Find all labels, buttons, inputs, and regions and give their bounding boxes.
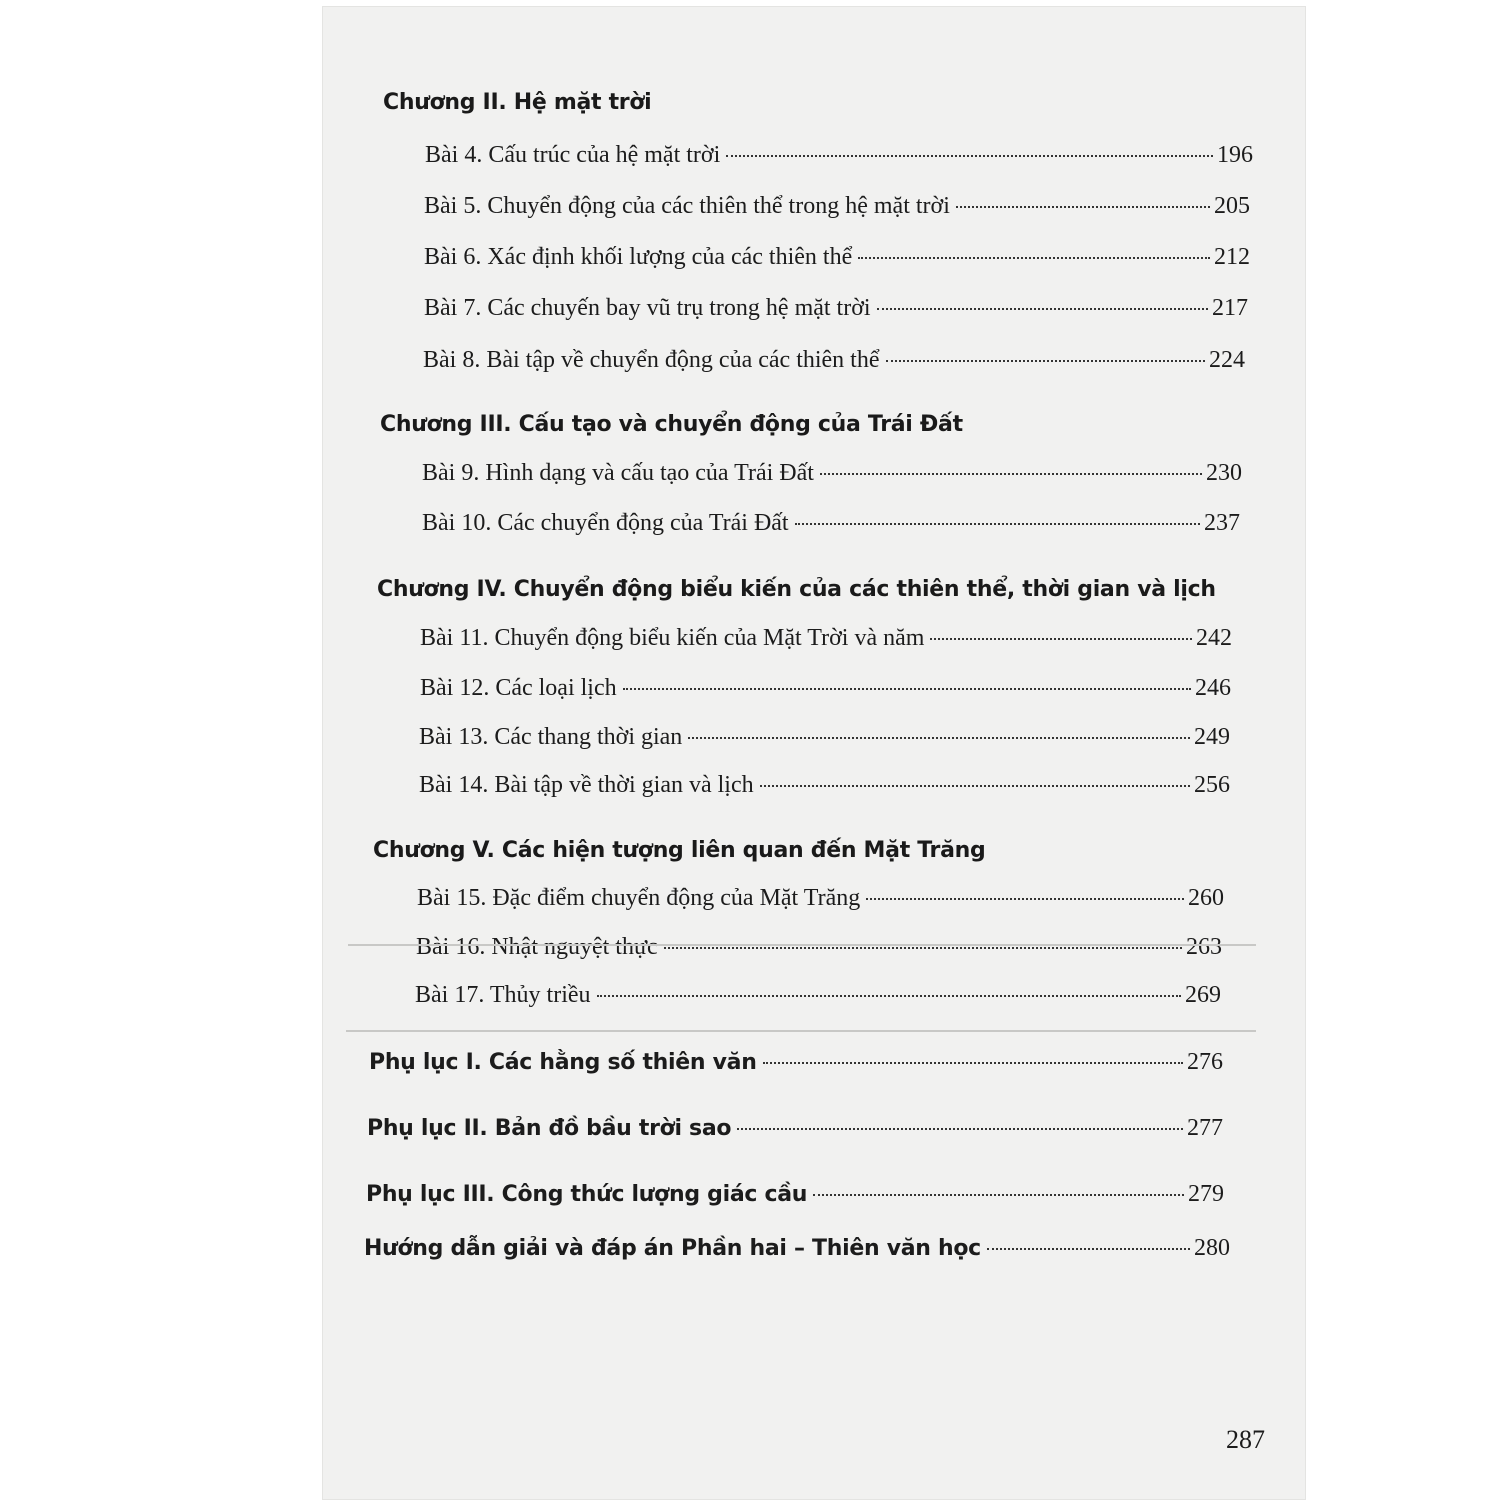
lesson-title: Bài 6. Xác định khối lượng của các thiên thể: [424, 244, 853, 270]
toc-entry-lesson-13: [419, 724, 1230, 751]
lesson-title: Bài 14. Bài tập về thời gian và lịch: [419, 772, 754, 798]
dot-leader: [623, 688, 1191, 690]
page-number-ref: 279: [1188, 1181, 1224, 1207]
page-number-ref: 237: [1204, 510, 1240, 536]
dot-leader: [866, 898, 1184, 900]
lesson-title: Bài 15. Đặc điểm chuyển động của Mặt Trăng: [417, 885, 861, 911]
chapter-heading-5: Chương V. Các hiện tượng liên quan đến Mặt Trăng: [373, 838, 986, 863]
chapter-heading-2: Chương II. Hệ mặt trời: [383, 90, 652, 115]
page-number-ref: 196: [1217, 142, 1253, 168]
dot-leader: [813, 1194, 1184, 1196]
page-number-ref: 249: [1194, 724, 1230, 750]
lesson-title: Bài 7. Các chuyến bay vũ trụ trong hệ mặt trời: [424, 295, 871, 321]
appendix-title: Phụ lục I. Các hằng số thiên văn: [369, 1050, 757, 1075]
lesson-title: Bài 4. Cấu trúc của hệ mặt trời: [425, 142, 721, 168]
lesson-title: Bài 10. Các chuyển động của Trái Đất: [422, 510, 789, 536]
toc-entry-lesson-17: [415, 982, 1221, 1009]
lesson-title: Bài 11. Chuyển động biểu kiến của Mặt Trời và năm: [420, 625, 925, 651]
page-number-ref: 256: [1194, 772, 1230, 798]
toc-entry-appendix-3: [366, 1181, 1224, 1208]
divider-line: [346, 1030, 1256, 1032]
toc-entry-appendix-1: [369, 1049, 1223, 1076]
dot-leader: [760, 785, 1190, 787]
toc-entry-lesson-9: [422, 460, 1242, 487]
page-number-ref: 280: [1194, 1235, 1230, 1261]
page-number-ref: 212: [1214, 244, 1250, 270]
dot-leader: [688, 737, 1190, 739]
dot-leader: [737, 1128, 1183, 1130]
page-number: 287: [1226, 1425, 1265, 1454]
chapter-heading-3: Chương III. Cấu tạo và chuyển động của Trái Đất: [380, 412, 963, 437]
toc-entry-lesson-4: [425, 142, 1253, 169]
toc-entry-appendix-2: [367, 1115, 1223, 1142]
lesson-title: Bài 17. Thủy triều: [415, 982, 591, 1008]
dot-leader: [726, 155, 1213, 157]
dot-leader: [597, 995, 1181, 997]
page-number-ref: 263: [1186, 934, 1222, 960]
chapter-heading-4: Chương IV. Chuyển động biểu kiến của các thiên thể, thời gian và lịch: [377, 577, 1216, 602]
appendix-title: Phụ lục II. Bản đồ bầu trời sao: [367, 1116, 732, 1141]
lesson-title: Bài 16. Nhật nguyệt thực: [416, 934, 658, 960]
page-number-ref: 242: [1196, 625, 1232, 651]
toc-entry-answers: [364, 1235, 1230, 1262]
appendix-title: Hướng dẫn giải và đáp án Phần hai – Thiên văn học: [364, 1236, 981, 1261]
appendix-title: Phụ lục III. Công thức lượng giác cầu: [366, 1182, 808, 1207]
toc-entry-lesson-8: [423, 347, 1245, 374]
toc-entry-lesson-11: [420, 625, 1232, 652]
lesson-title: Bài 8. Bài tập về chuyển động của các thiên thể: [423, 347, 880, 373]
dot-leader: [763, 1062, 1183, 1064]
page-number-ref: 217: [1212, 295, 1248, 321]
dot-leader: [886, 360, 1205, 362]
toc-entry-lesson-16: [416, 934, 1222, 961]
lesson-title: Bài 9. Hình dạng và cấu tạo của Trái Đất: [422, 460, 814, 486]
page-number-ref: 269: [1185, 982, 1221, 1008]
dot-leader: [820, 473, 1202, 475]
toc-entry-lesson-6: [424, 244, 1250, 271]
page-number-ref: 277: [1187, 1115, 1223, 1141]
page-number-ref: 276: [1187, 1049, 1223, 1075]
toc-entry-lesson-7: [424, 295, 1248, 322]
toc-entry-lesson-5: [424, 193, 1250, 220]
dot-leader: [795, 523, 1200, 525]
lesson-title: Bài 12. Các loại lịch: [420, 675, 617, 701]
page-number-ref: 230: [1206, 460, 1242, 486]
lesson-title: Bài 13. Các thang thời gian: [419, 724, 683, 750]
page-number-ref: 246: [1195, 675, 1231, 701]
dot-leader: [930, 638, 1192, 640]
toc-entry-lesson-10: [422, 510, 1240, 537]
dot-leader: [956, 206, 1210, 208]
toc-entry-lesson-12: [420, 675, 1231, 702]
page-number-ref: 205: [1214, 193, 1250, 219]
page-number-ref: 224: [1209, 347, 1245, 373]
dot-leader: [987, 1248, 1190, 1250]
divider-line: [348, 944, 1256, 946]
toc-entry-lesson-15: [417, 885, 1224, 912]
toc-entry-lesson-14: [419, 772, 1230, 799]
lesson-title: Bài 5. Chuyển động của các thiên thể trong hệ mặt trời: [424, 193, 950, 219]
dot-leader: [877, 308, 1208, 310]
dot-leader: [664, 947, 1182, 949]
page-number-ref: 260: [1188, 885, 1224, 911]
book-page: [322, 6, 1306, 1500]
dot-leader: [858, 257, 1210, 259]
